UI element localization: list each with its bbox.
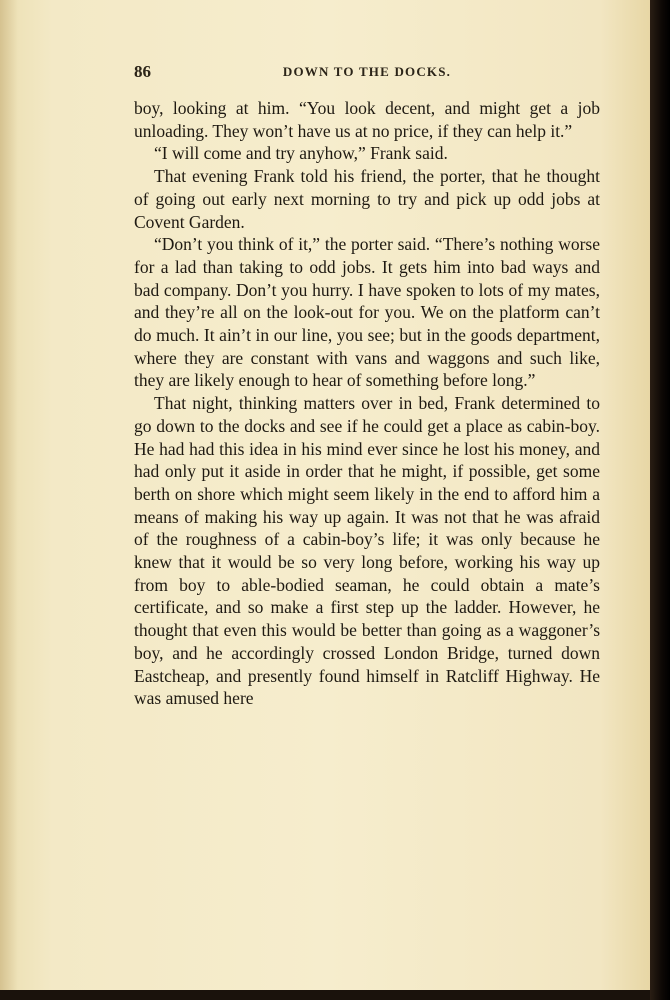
page-edge-shadow bbox=[650, 0, 670, 1000]
paragraph: “Don’t you think of it,” the porter said. “There’s nothing worse for a lad than taking to odd jobs. It gets him into bad ways and bad company. Don’t you hurry. I have spoken to lots of my mates, and they’re all on the look-out for you. We on the platform can’t do much. It ain’t in our line, you see; but in the goods department, where they are constant with vans and waggons and such like, they are likely enough to hear of something before long.” bbox=[134, 234, 600, 391]
body-text bbox=[134, 97, 600, 710]
gutter-shadow bbox=[0, 0, 18, 990]
paragraph: That night, thinking matters over in bed, Frank determined to go down to the docks and see if he could get a place as cabin-boy. He had had this idea in his mind ever since he lost his money, and had only put it aside in order that he might, if possible, get some berth on shore which might seem likely in the end to afford him a means of making his way up again. It was not that he was afraid of the roughness of a cabin-boy’s life; it was only because he knew that it would be so very long before, working his way up from boy to able-bodied seaman, he could obtain a mate’s certificate, and so make a first step up the ladder. However, he thought that even this would be better than going as a waggoner’s boy, and he accordingly crossed London Bridge, turned down Eastcheap, and presently found himself in Ratcliff Highway. He was amused here bbox=[134, 393, 600, 709]
paragraph: “I will come and try anyhow,” Frank said. bbox=[154, 143, 448, 164]
page-number: 86 bbox=[134, 62, 151, 81]
paragraph: boy, looking at him. “You look decent, and might get a job unloading. They won’t have us at no price, if they can help it.” bbox=[134, 98, 600, 141]
running-title: DOWN TO THE DOCKS. bbox=[282, 64, 452, 79]
running-head bbox=[134, 62, 600, 86]
paragraph: That evening Frank told his friend, the porter, that he thought of going out early next morning to try and pick up odd jobs at Covent Garden. bbox=[134, 166, 600, 232]
